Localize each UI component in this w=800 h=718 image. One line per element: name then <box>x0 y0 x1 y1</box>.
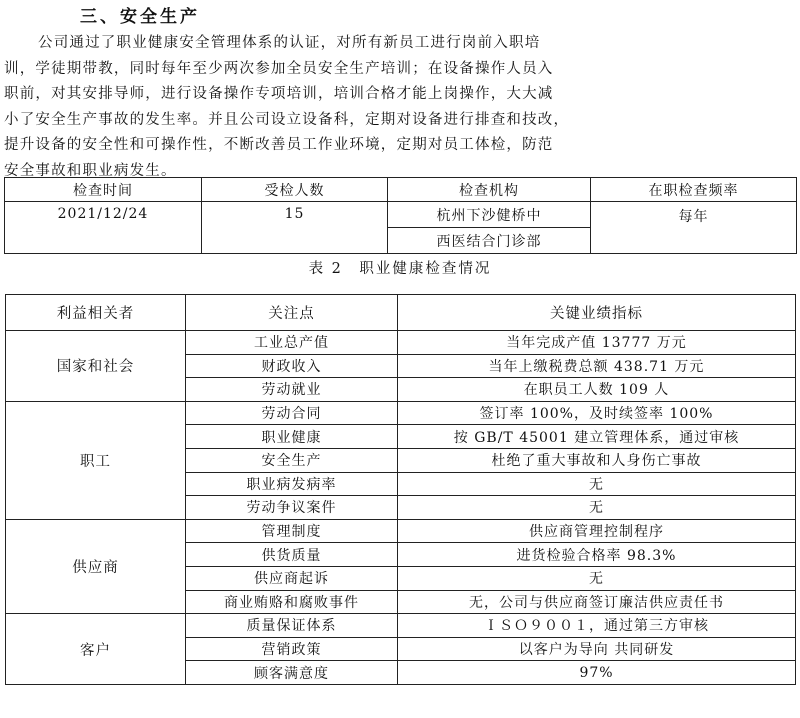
focus-cell: 工业总产值 <box>186 331 398 355</box>
table-row <box>6 401 796 425</box>
focus-cell: 供应商起诉 <box>186 566 398 590</box>
kpi-cell: 在职员工人数 109 人 <box>398 378 796 402</box>
focus-cell: 商业贿赂和腐败事件 <box>186 590 398 614</box>
check-org-line1: 杭州下沙健桥中 <box>388 202 591 228</box>
kpi-cell: 97% <box>398 661 796 685</box>
focus-cell: 管理制度 <box>186 519 398 543</box>
paragraph-line: 职前，对其安排导师，进行设备操作专项培训，培训合格才能上岗操作，大大减 <box>4 86 554 102</box>
kpi-cell: ＩＳＯ９００１，通过第三方审核 <box>398 614 796 638</box>
check-frequency: 每年 <box>591 202 797 254</box>
stakeholder-group: 客户 <box>6 614 186 685</box>
focus-cell: 财政收入 <box>186 354 398 378</box>
kpi-cell: 进货检验合格率 98.3% <box>398 543 796 567</box>
focus-cell: 安全生产 <box>186 448 398 472</box>
paragraph-line: 安全事故和职业病发生。 <box>4 162 177 179</box>
column-header: 检查时间 <box>5 178 202 202</box>
focus-cell: 职业病发病率 <box>186 472 398 496</box>
focus-cell: 劳动合同 <box>186 401 398 425</box>
table-row <box>6 519 796 543</box>
column-header: 在职检查频率 <box>591 178 797 202</box>
kpi-cell: 供应商管理控制程序 <box>398 519 796 543</box>
focus-cell: 劳动争议案件 <box>186 496 398 520</box>
kpi-cell: 无 <box>398 496 796 520</box>
check-org-line2: 西医结合门诊部 <box>388 228 591 254</box>
stakeholder-group: 国家和社会 <box>6 331 186 402</box>
kpi-cell: 无，公司与供应商签订廉洁供应责任书 <box>398 590 796 614</box>
section-heading: 三、安全生产 <box>80 7 200 27</box>
paragraph-line: 小了安全生产事故的发生率。并且公司设立设备科，定期对设备进行排查和技改， <box>4 111 570 128</box>
focus-cell: 营销政策 <box>186 637 398 661</box>
kpi-cell: 当年完成产值 13777 万元 <box>398 331 796 355</box>
table-header-row <box>6 295 796 331</box>
kpi-cell: 以客户为导向 共同研发 <box>398 637 796 661</box>
kpi-cell: 无 <box>398 472 796 496</box>
check-date: 2021/12/24 <box>5 202 202 254</box>
stakeholder-group: 职工 <box>6 401 186 519</box>
table-row <box>6 614 796 638</box>
column-header: 检查机构 <box>388 178 591 202</box>
table-caption: 表 2 职业健康检查情况 <box>308 261 492 277</box>
stakeholder-table <box>5 294 796 685</box>
focus-cell: 顾客满意度 <box>186 661 398 685</box>
kpi-cell: 当年上缴税费总额 438.71 万元 <box>398 354 796 378</box>
kpi-cell: 无 <box>398 566 796 590</box>
table-row <box>6 331 796 355</box>
column-header: 关注点 <box>186 295 398 331</box>
table-header-row <box>5 178 797 202</box>
focus-cell: 供货质量 <box>186 543 398 567</box>
paragraph-line: 提升设备的安全性和可操作性，不断改善员工作业环境，定期对员工体检，防范 <box>4 137 554 153</box>
kpi-cell: 签订率 100%，及时续签率 100% <box>398 401 796 425</box>
stakeholder-group: 供应商 <box>6 519 186 613</box>
kpi-cell: 按 GB/T 45001 建立管理体系，通过审核 <box>398 425 796 449</box>
paragraph-line: 训，学徒期带教，同时每年至少两次参加全员安全生产培训；在设备操作人员入 <box>4 60 554 77</box>
kpi-cell: 杜绝了重大事故和人身伤亡事故 <box>398 448 796 472</box>
safety-paragraph <box>4 31 794 184</box>
column-header: 利益相关者 <box>6 295 186 331</box>
focus-cell: 职业健康 <box>186 425 398 449</box>
focus-cell: 质量保证体系 <box>186 614 398 638</box>
table-row <box>5 202 797 228</box>
paragraph-line: 公司通过了职业健康安全管理体系的认证，对所有新员工进行岗前入职培 <box>38 35 541 51</box>
column-header: 受检人数 <box>202 178 388 202</box>
focus-cell: 劳动就业 <box>186 378 398 402</box>
column-header: 关键业绩指标 <box>398 295 796 331</box>
health-check-table <box>4 177 797 254</box>
check-count: 15 <box>202 202 388 254</box>
